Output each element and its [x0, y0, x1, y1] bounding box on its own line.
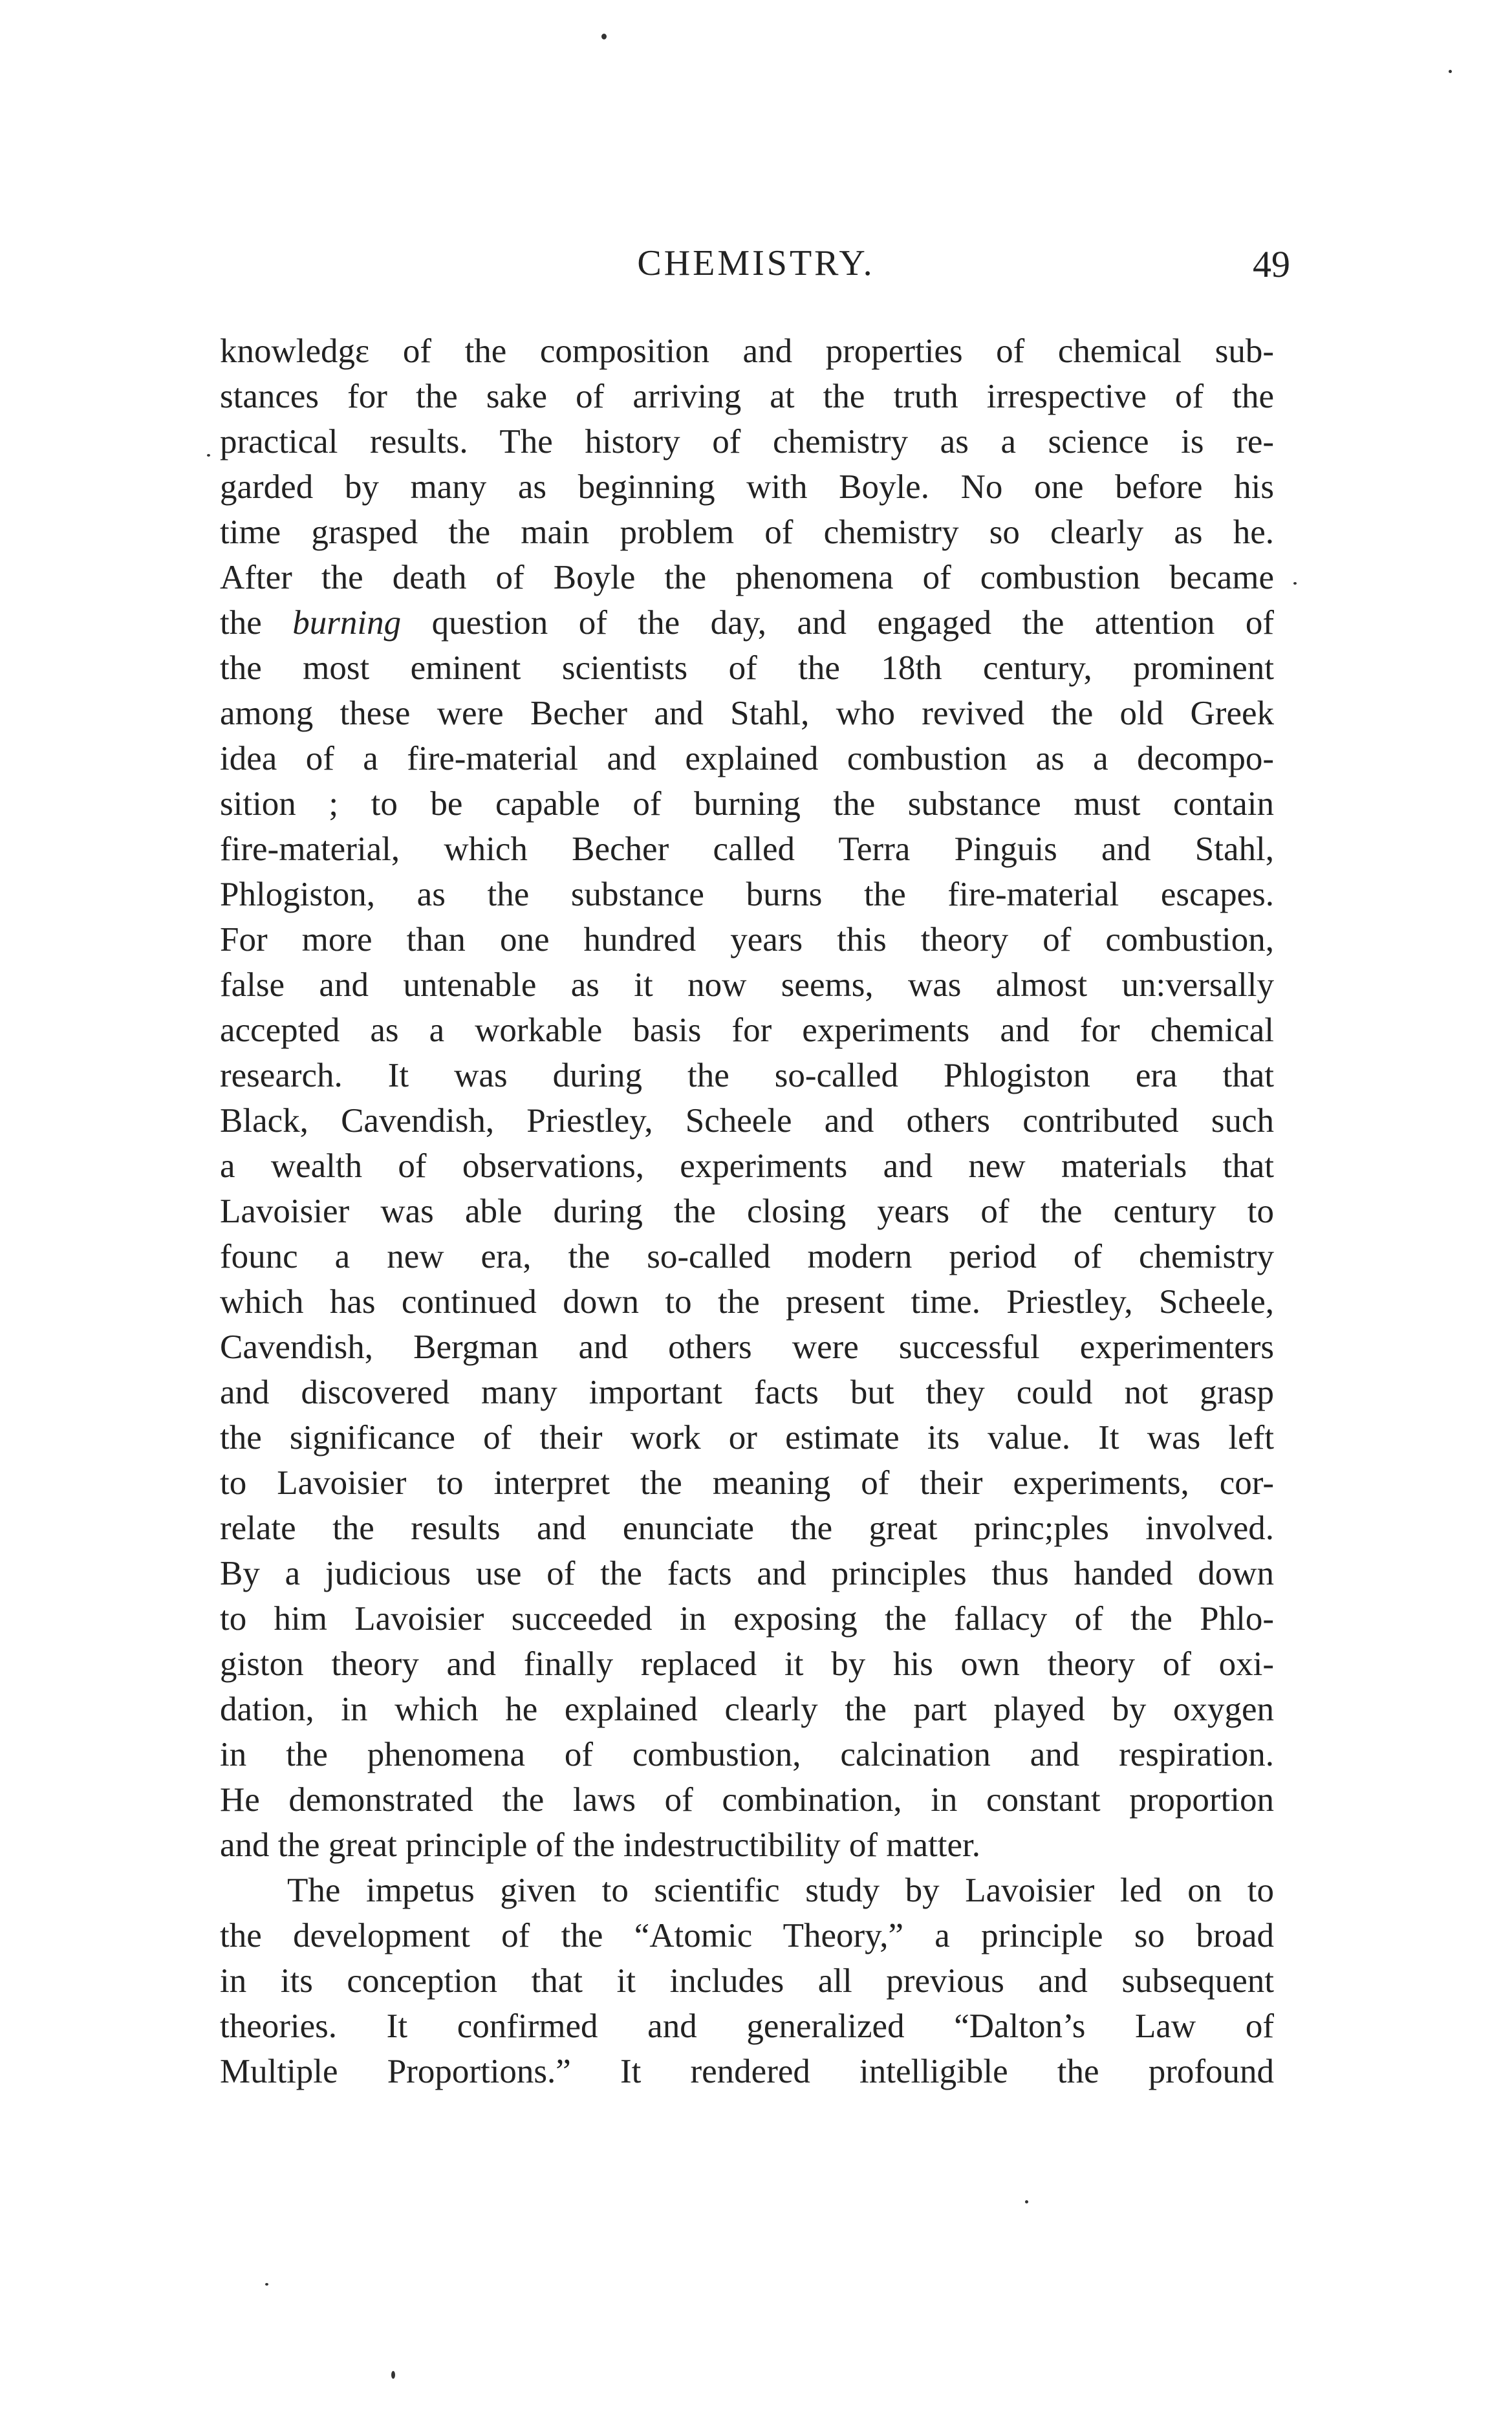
text-line: Multiple Proportions.” It rendered intelligible the profound — [220, 2053, 1274, 2090]
scan-speck — [391, 2371, 395, 2379]
text-line: The impetus given to scientific study by Lavoisier led on to — [287, 1872, 1274, 1909]
text-line: among these were Becher and Stahl, who revived the old Greek — [220, 695, 1274, 732]
page-number: 49 — [1253, 243, 1290, 285]
text-line: the development of the “Atomic Theory,” a principle so broad — [220, 1917, 1274, 1954]
text-line: theories. It confirmed and generalized “Dalton’s Law of — [220, 2007, 1274, 2045]
text-line: and discovered many important facts but they could not grasp — [220, 1374, 1274, 1411]
text-line: in its conception that it includes all previous and subsequent — [220, 1962, 1274, 2000]
text-line: which has continued down to the present time. Priestley, Scheele, — [220, 1283, 1274, 1321]
text-line: the significance of their work or estimate its value. It was left — [220, 1419, 1274, 1456]
text-line: dation, in which he explained clearly the part played by oxygen — [220, 1691, 1274, 1728]
text-line: to Lavoisier to interpret the meaning of their experiments, cor- — [220, 1464, 1274, 1502]
running-title: CHEMISTRY. — [637, 243, 875, 283]
text-line: By a judicious use of the facts and principles thus handed down — [220, 1555, 1274, 1592]
text-line: sition ; to be capable of burning the substance must contain — [220, 785, 1274, 823]
text-line: giston theory and finally replaced it by his own theory of oxi- — [220, 1645, 1274, 1683]
emphasis: burning — [292, 604, 402, 642]
text-line: fire-material, which Becher called Terra Pinguis and Stahl, — [220, 830, 1274, 868]
text-line: a wealth of observations, experiments and new materials that — [220, 1147, 1274, 1185]
text-line: practical results. The history of chemistry as a science is re- — [220, 423, 1274, 460]
text-line: and the great principle of the indestructibility of matter. — [220, 1826, 980, 1864]
text-line: false and untenable as it now seems, was almost un:versally — [220, 966, 1274, 1004]
text-line: idea of a fire-material and explained combustion as a decompo- — [220, 740, 1274, 777]
scan-speck — [207, 454, 210, 457]
text-line: stances for the sake of arriving at the truth irrespective of the — [220, 378, 1274, 415]
body-text — [220, 329, 1274, 2094]
text-line: in the phenomena of combustion, calcination and respiration. — [220, 1736, 1274, 1773]
text-line: After the death of Boyle the phenomena of combustion became — [220, 559, 1274, 596]
scan-speck — [265, 2283, 268, 2286]
text-line: to him Lavoisier succeeded in exposing the fallacy of the Phlo- — [220, 1600, 1274, 1638]
scan-speck — [601, 34, 607, 39]
scan-speck — [1293, 582, 1297, 585]
text-line: garded by many as beginning with Boyle. No one before his — [220, 468, 1274, 506]
text-line: research. It was during the so-called Phlogiston era that — [220, 1057, 1274, 1094]
text-line: accepted as a workable basis for experiments and for chemical — [220, 1012, 1274, 1049]
text-line: He demonstrated the laws of combination, in constant proportion — [220, 1781, 1274, 1819]
text-line: relate the results and enunciate the great princ;ples involved. — [220, 1509, 1274, 1547]
text-line: the most eminent scientists of the 18th century, prominent — [220, 649, 1274, 687]
running-head — [0, 241, 1512, 286]
text-line: founc a new era, the so-called modern period of chemistry — [220, 1238, 1274, 1275]
text-line: Lavoisier was able during the closing years of the century to — [220, 1193, 1274, 1230]
scan-speck — [1449, 70, 1452, 73]
text-line: For more than one hundred years this theory of combustion, — [220, 921, 1274, 958]
text-line: Phlogiston, as the substance burns the fire-material escapes. — [220, 876, 1274, 913]
scan-speck — [1025, 2200, 1028, 2203]
text-line: time grasped the main problem of chemistry so clearly as he. — [220, 514, 1274, 551]
text-line: knowledgε of the composition and properties of chemical sub- — [220, 332, 1274, 370]
text-line: Cavendish, Bergman and others were successful experimenters — [220, 1328, 1274, 1366]
text-line: Black, Cavendish, Priestley, Scheele and others contributed such — [220, 1102, 1274, 1140]
text-line: the burning question of the day, and engaged the attention of — [220, 604, 1274, 642]
